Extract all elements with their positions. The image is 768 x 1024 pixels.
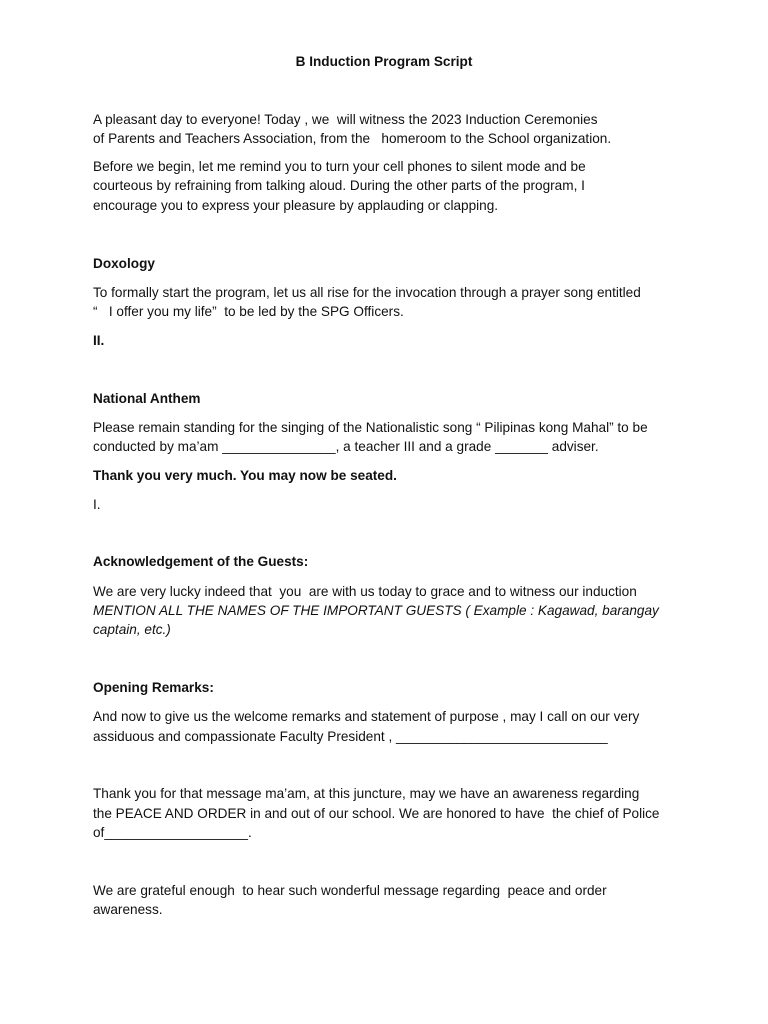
doxology-heading: Doxology <box>93 256 155 271</box>
guests-line-2: MENTION ALL THE NAMES OF THE IMPORTANT GUESTS ( Example : Kagawad, barangay <box>93 603 659 618</box>
intro-line-2: of Parents and Teachers Association, from the homeroom to the School organization. <box>93 131 612 146</box>
reminder-line-2: courteous by refraining from talking aloud. During the other parts of the program, I <box>93 178 585 193</box>
peace-line-2: the PEACE AND ORDER in and out of our school. We are honored to have the chief of Police <box>93 806 660 821</box>
closing-line-2: awareness. <box>93 902 163 917</box>
doxology-line-1: To formally start the program, let us all rise for the invocation through a prayer song entitled <box>93 285 641 300</box>
guests-line-1: We are very lucky indeed that you are with us today to grace and to witness our induction <box>93 584 637 599</box>
anthem-line-2: conducted by ma’am _______________, a teacher III and a grade _______ adviser. <box>93 439 599 454</box>
peace-line-3: of___________________. <box>93 825 252 840</box>
anthem-line-1: Please remain standing for the singing of the Nationalistic song “ Pilipinas kong Mahal” to be <box>93 420 648 435</box>
peace-line-1: Thank you for that message ma’am, at this juncture, may we have an awareness regarding <box>93 786 640 801</box>
guests-heading: Acknowledgement of the Guests: <box>93 554 309 569</box>
intro-line-1: A pleasant day to everyone! Today , we will witness the 2023 Induction Ceremonies <box>93 112 598 127</box>
doxology-line-2: “ I offer you my life” to be led by the SPG Officers. <box>93 304 404 319</box>
opening-line-2: assiduous and compassionate Faculty President , ____________________________ <box>93 729 608 744</box>
opening-heading: Opening Remarks: <box>93 680 214 695</box>
closing-line-1: We are grateful enough to hear such wonderful message regarding peace and order <box>93 883 607 898</box>
guests-line-3: captain, etc.) <box>93 622 171 637</box>
reminder-line-3: encourage you to express your pleasure by applauding or clapping. <box>93 198 499 213</box>
reminder-line-1: Before we begin, let me remind you to turn your cell phones to silent mode and be <box>93 159 586 174</box>
opening-line-1: And now to give us the welcome remarks and statement of purpose , may I call on our very <box>93 709 640 724</box>
section-marker-i: I. <box>93 497 101 512</box>
anthem-heading: National Anthem <box>93 391 201 406</box>
anthem-thanks: Thank you very much. You may now be seated. <box>93 468 397 483</box>
section-marker-ii: II. <box>93 333 105 348</box>
document-title: B Induction Program Script <box>295 54 473 69</box>
